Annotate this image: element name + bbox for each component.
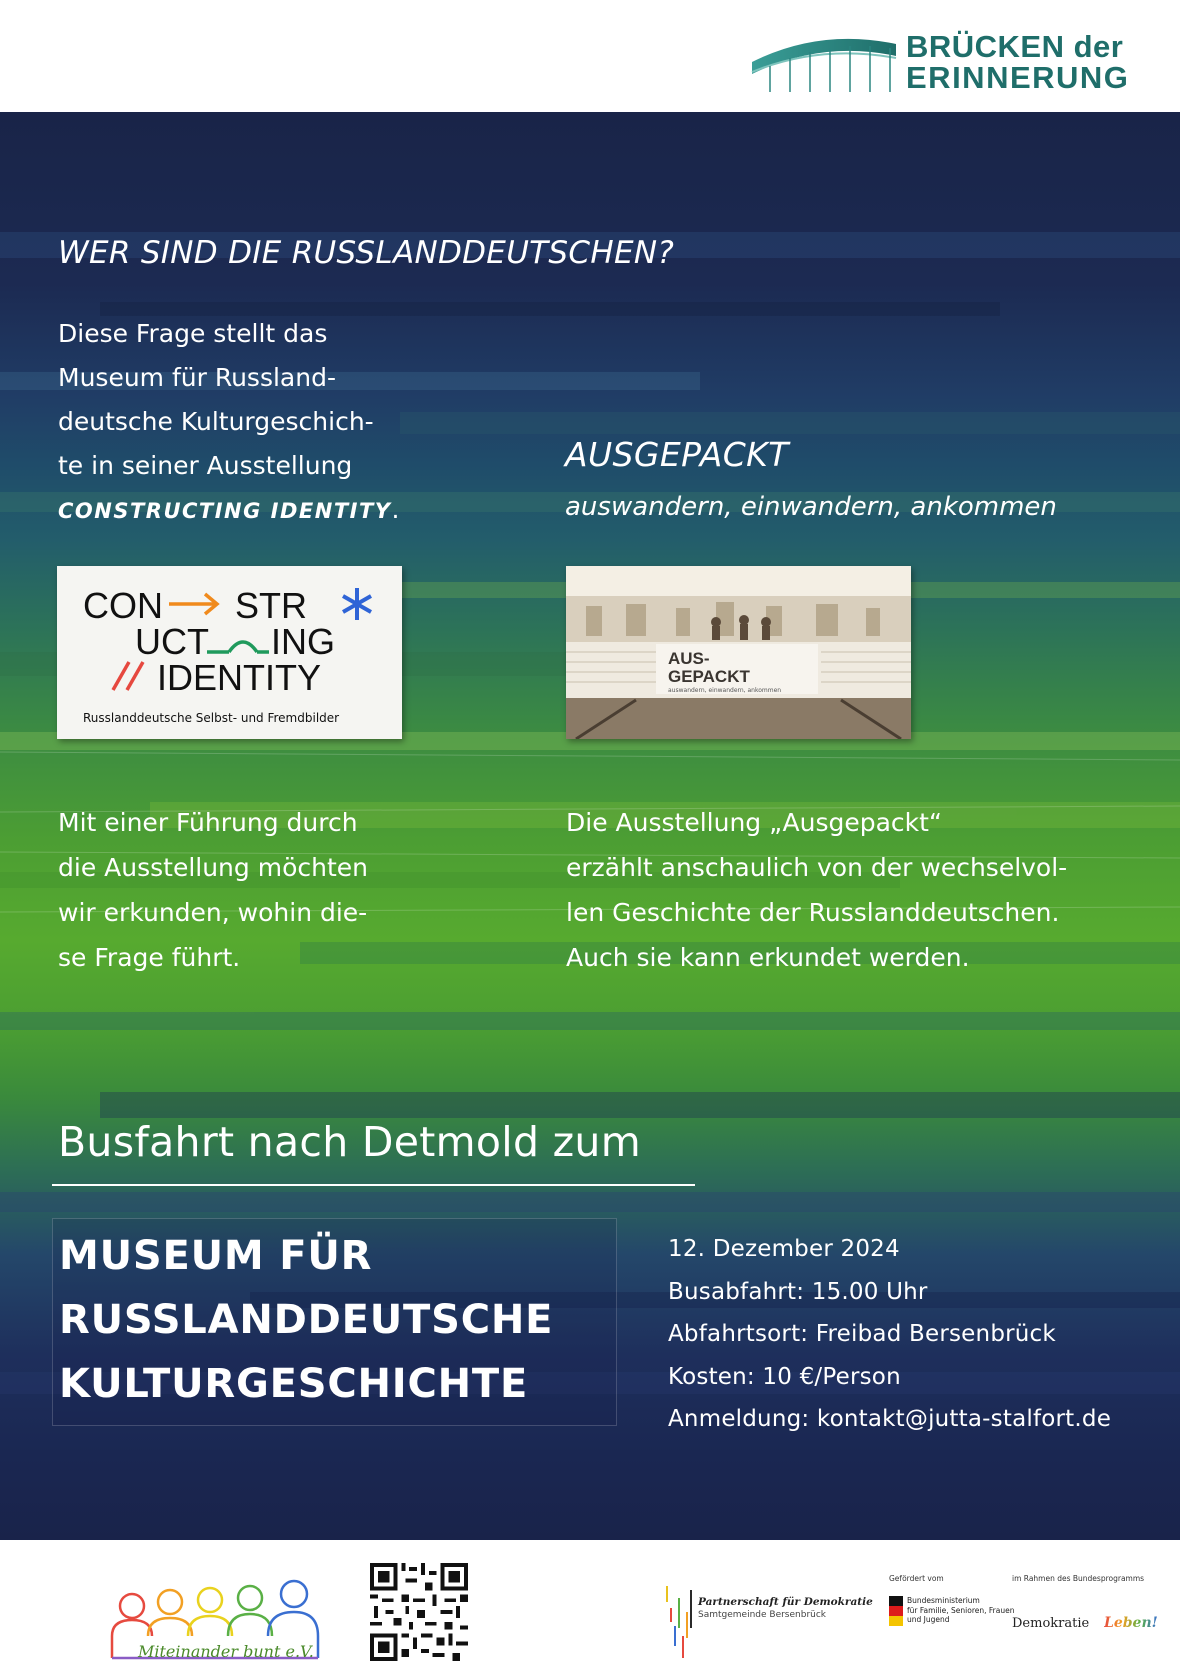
- demokratie-word: Demokratie: [1012, 1616, 1090, 1631]
- ci-row1b: STR: [235, 585, 307, 626]
- program-caption: im Rahmen des Bundesprogramms: [1012, 1574, 1145, 1583]
- museum-line-3: KULTURGESCHICHTE: [59, 1361, 529, 1407]
- bruecken-der-erinnerung-logo: [750, 26, 1140, 98]
- logo-line-1: BRÜCKEN der: [906, 29, 1124, 64]
- ci-row3: IDENTITY: [157, 657, 322, 698]
- pfd-subtitle: Samtgemeinde Bersenbrück: [698, 1610, 827, 1620]
- green-arc-icon: [207, 642, 269, 652]
- miteinander-text: Miteinander bunt e.V.: [138, 1642, 314, 1661]
- event-departure-time: Busabfahrt: 15.00 Uhr: [668, 1278, 928, 1305]
- qr-code-icon[interactable]: [370, 1562, 468, 1662]
- event-details: [668, 1228, 1111, 1441]
- ci-row2a: UCT: [135, 621, 209, 662]
- ci-caption: Russlanddeutsche Selbst- und Fremdbilder: [83, 711, 340, 725]
- blue-asterisk-icon: [343, 588, 371, 620]
- leben-text: Leben!: [1104, 1615, 1158, 1631]
- museum-line-2: RUSSLANDDEUTSCHE: [59, 1297, 554, 1343]
- bmfsfj-logo: [889, 1574, 1014, 1664]
- exhibition-photo: [566, 566, 911, 739]
- left-body-text: Mit einer Führung durch die Ausstellung möchten wir erkunden, wohin die- se Frage führt.: [58, 808, 368, 972]
- ci-row1a: CON: [83, 585, 163, 626]
- ci-row2b: ING: [271, 621, 336, 662]
- partnerschaft-fuer-demokratie-logo: [665, 1578, 873, 1664]
- colored-bars-icon: [665, 1578, 695, 1664]
- intro-text: [58, 312, 458, 533]
- museum-line-1: MUSEUM FÜR: [59, 1233, 373, 1279]
- ausgepackt-subtitle: auswandern, einwandern, ankommen: [565, 492, 1057, 522]
- federal-eagle-icon: [889, 1596, 903, 1628]
- event-departure-place: Abfahrtsort: Freibad Bersenbrück: [668, 1321, 1056, 1347]
- heading-divider: [52, 1184, 695, 1186]
- event-registration: Anmeldung: kontakt@jutta-stalfort.de: [668, 1406, 1112, 1432]
- question-title: WER SIND DIE RUSSLANDDEUTSCHEN?: [58, 235, 675, 271]
- banner-line-2: GEPACKT: [668, 667, 750, 686]
- exhibition-suffix: .: [391, 495, 400, 524]
- red-slashes-icon: [113, 662, 143, 690]
- banner-sub: auswandern, einwandern, ankommen: [668, 687, 782, 694]
- bus-heading: Busfahrt nach Detmold zum: [58, 1118, 641, 1166]
- event-date: 12. Dezember 2024: [668, 1236, 900, 1262]
- museum-name-box: [52, 1218, 617, 1426]
- demokratie-leben-logo: [1012, 1574, 1172, 1664]
- orange-arrow-icon: [169, 594, 217, 614]
- right-body-text: Die Ausstellung „Ausgepackt“ erzählt anschaulich von der wechselvol- len Geschichte der Russlanddeutschen. Auch sie kann erkundet werden.: [566, 808, 1068, 972]
- logo-line-2: ERINNERUNG: [906, 60, 1130, 95]
- bridge-icon: [750, 28, 898, 96]
- intro-body: Diese Frage stellt das Museum für Russland- deutsche Kulturgeschich- te in seiner Ausstellung: [58, 319, 374, 480]
- funded-by-caption: Gefördert vom: [889, 1574, 944, 1583]
- ministry-name: Bundesministerium für Familie, Senioren, Frauen und Jugend: [907, 1596, 1015, 1624]
- event-cost: Kosten: 10 €/Person: [668, 1363, 901, 1390]
- page-footer: [0, 1540, 1180, 1680]
- banner-line-1: AUS-: [668, 649, 710, 668]
- miteinander-bunt-logo: [104, 1562, 344, 1666]
- ausgepackt-title: AUSGEPACKT: [565, 435, 789, 474]
- page-header: [0, 0, 1180, 112]
- constructing-identity-logo-card: [57, 566, 402, 739]
- exhibition-name: CONSTRUCTING IDENTITY: [58, 499, 392, 523]
- pfd-title: Partnerschaft für Demokratie: [698, 1596, 873, 1608]
- leben-word: [1104, 1615, 1158, 1631]
